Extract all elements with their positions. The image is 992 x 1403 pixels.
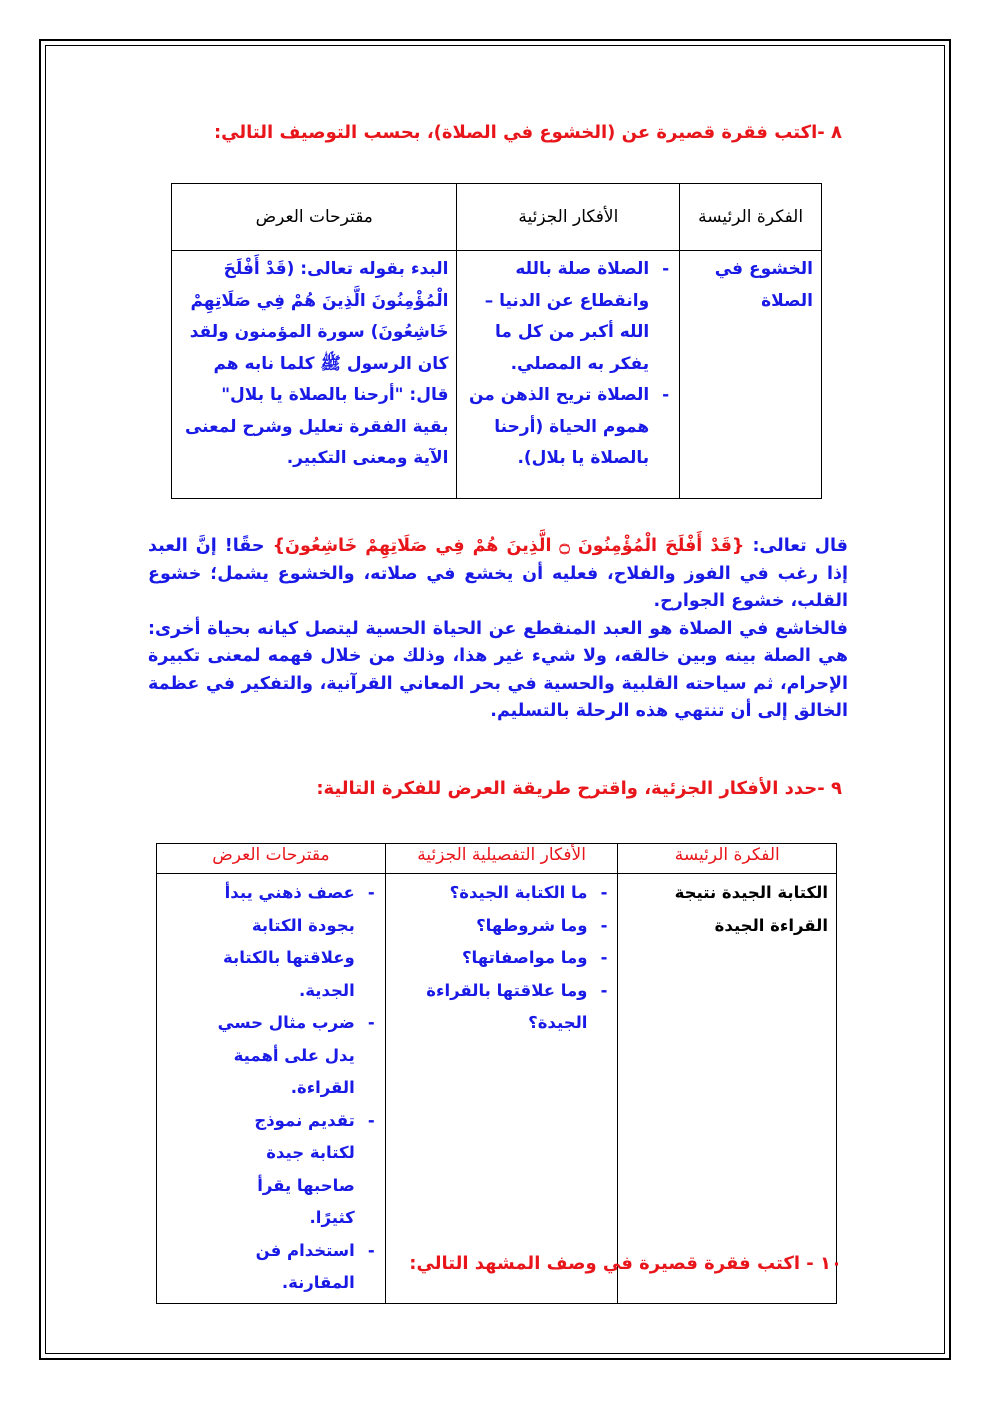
table2-header-main: الفكرة الرئيسة xyxy=(618,844,837,874)
table2-suggest-item: - ضرب مثال حسي يدل على أهمية القراءة. xyxy=(207,1007,377,1105)
table2-sub-item: - وما علاقتها بالقراءة الجيدة؟ xyxy=(394,975,610,1040)
table2-main-idea: الكتابة الجيدة نتيجة القراءة الجيدة xyxy=(618,874,837,1304)
table2-suggest-item: - عصف ذهني يبدأ بجودة الكتابة وعلاقتها بالكتابة الجدية. xyxy=(207,877,377,1007)
table1-header-main: الفكرة الرئيسة xyxy=(680,184,822,251)
table1-header-sub: الأفكار الجزئية xyxy=(457,184,680,251)
table2-suggestions xyxy=(157,874,386,1304)
table1-sub-item: - الصلاة صلة بالله وانقطاع عن الدنيا – الله أكبر من كل ما يفكر به المصلي. xyxy=(465,254,671,380)
table1-suggestions: البدء بقوله تعالى: (قَدْ أَفْلَحَ الْمُؤْمِنُونَ الَّذِينَ هُمْ فِي صَلَاتِهِمْ خَاشِعُونَ) سورة المؤمنون ولقد كان الرسول ﷺ كلما نابه هم قال: "أرحنا بالصلاة يا بلال" بقية الفقرة تعليل وشرح لمعنى الآية ومعنى التكبير. xyxy=(172,251,457,499)
table2-sub-item: - ما الكتابة الجيدة؟ xyxy=(394,877,610,910)
table2-suggest-item: - تقديم نموذج لكتابة جيدة صاحبها يقرأ كثيرًا. xyxy=(207,1105,377,1235)
table2-sub-item: - وما شروطها؟ xyxy=(394,910,610,943)
table2-header-suggest: مقترحات العرض xyxy=(157,844,386,874)
table1-sub-item: - الصلاة تريح الذهن من هموم الحياة (أرحنا بالصلاة يا بلال). xyxy=(465,380,671,475)
question-9: ٩ -حدد الأفكار الجزئية، واقترح طريقة العرض للفكرة التالية: xyxy=(316,778,842,799)
table2-sub-item: - وما مواصفاتها؟ xyxy=(394,942,610,975)
table1-main-idea: الخشوع في الصلاة xyxy=(680,251,822,499)
table1-header-suggest: مقترحات العرض xyxy=(172,184,457,251)
question-10: ١٠ - اكتب فقرة قصيرة في وصف المشهد التالي: xyxy=(409,1253,842,1274)
table2-suggest-item: - استخدام فن المقارنة. xyxy=(207,1235,377,1300)
khushu-paragraph xyxy=(148,533,848,726)
question-8: ٨ -اكتب فقرة قصيرة عن (الخشوع في الصلاة)، بحسب التوصيف التالي: xyxy=(213,122,842,143)
table2-sub-ideas xyxy=(385,874,618,1304)
table2-header-sub: الأفكار التفصيلية الجزئية xyxy=(385,844,618,874)
paragraph-1 xyxy=(148,533,848,616)
paragraph-2: فالخاشع في الصلاة هو العبد المنقطع عن الحياة الحسية ليتصل كيانه بحياة أخرى: هي الصلة بينه وبين خالقه، ولا شيء غير هذا، وذلك من خلال فهمه لمعنى تكبيرة الإحرام، ثم سياحته القلبية والحسية في بحر المعاني القرآنية، والتفكير في عظمة الخالق إلى أن تنتهي هذه الرحلة بالتسليم. xyxy=(148,618,848,721)
table-2 xyxy=(156,843,837,1304)
paragraph-intro: قال تعالى: xyxy=(752,536,848,556)
paragraph-rest: حقًا! إنَّ العبد إذا رغب في الفوز والفلاح، فعليه أن يخشع في صلاته، والخشوع يشمل؛ خشوع القلب، خشوع الجوارح. xyxy=(148,536,848,611)
quran-verse: {قَدْ أَفْلَحَ الْمُؤْمِنُونَ ۝ الَّذِينَ هُمْ فِي صَلَاتِهِمْ خَاشِعُونَ} xyxy=(272,536,745,556)
table1-sub-ideas xyxy=(457,251,680,499)
table-1 xyxy=(171,183,822,499)
